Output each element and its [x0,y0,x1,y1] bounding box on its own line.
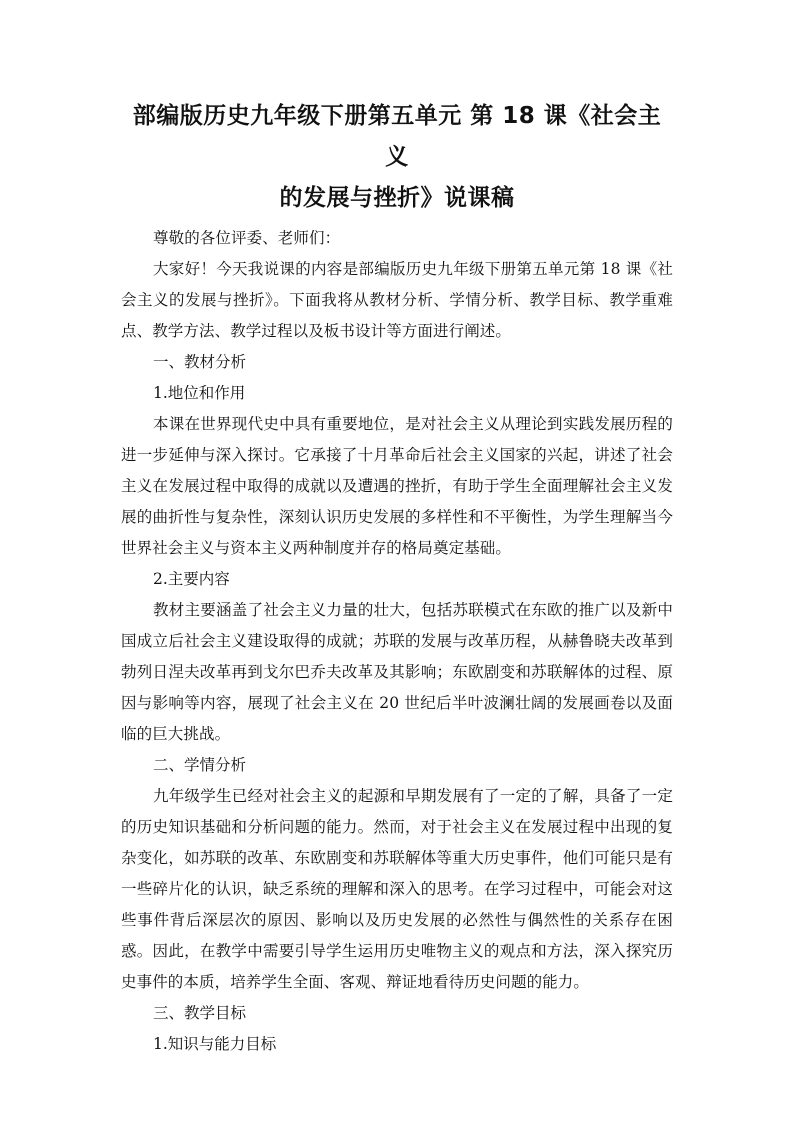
section-heading-textbook-analysis: 一、教材分析 [153,353,247,371]
subheading-knowledge-ability-goals: 1.知识与能力目标 [153,1035,277,1053]
section-heading-teaching-goals: 三、教学目标 [153,1004,247,1022]
greeting-paragraph: 尊敬的各位评委、老师们： [153,229,341,247]
subheading-position-role: 1.地位和作用 [153,384,246,402]
subheading-main-content: 2.主要内容 [153,570,230,588]
position-role-paragraph: 本课在世界现代史中具有重要地位，是对社会主义从理论到实践发展历程的进一步延伸与深入探讨。它承接了十月革命后社会主义国家的兴起，讲述了社会主义在发展过程中取得的成就以及遭遇的挫折，有助于学生全面理解社会主义发展的曲折性与复杂性，深刻认识历史发展的多样性和不平衡性，为学生理解当今世界社会主义与资本主义两种制度并存的格局奠定基础。 [121,415,673,557]
title-line-1: 部编版历史九年级下册第五单元 第 18 课《社会主义 [132,103,662,170]
intro-paragraph: 大家好！今天我说课的内容是部编版历史九年级下册第五单元第 18 课《社会主义的发展与挫折》。下面我将从教材分析、学情分析、教学目标、教学重难点、教学方法、教学过程以及板书设计等方面进行阐述。 [121,260,673,340]
section-heading-learning-analysis: 二、学情分析 [153,756,247,774]
main-content-paragraph: 教材主要涵盖了社会主义力量的壮大，包括苏联模式在东欧的推广以及新中国成立后社会主义建设取得的成就；苏联的发展与改革历程，从赫鲁晓夫改革到勃列日涅夫改革再到戈尔巴乔夫改革及其影响；东欧剧变和苏联解体的过程、原因与影响等内容，展现了社会主义在 20 世纪后半叶波澜壮阔的发展画卷以及面临的巨大挑战。 [121,601,673,743]
learning-analysis-paragraph: 九年级学生已经对社会主义的起源和早期发展有了一定的了解，具备了一定的历史知识基础和分析问题的能力。然而，对于社会主义在发展过程中出现的复杂变化，如苏联的改革、东欧剧变和苏联解体等重大历史事件，他们可能只是有一些碎片化的认识，缺乏系统的理解和深入的思考。在学习过程中，可能会对这些事件背后深层次的原因、影响以及历史发展的必然性与偶然性的关系存在困惑。因此，在教学中需要引导学生运用历史唯物主义的观点和方法，深入探究历史事件的本质，培养学生全面、客观、辩证地看待历史问题的能力。 [121,787,673,991]
title-line-2: 的发展与挫折》说课稿 [279,185,515,211]
document-title [121,96,673,219]
document-body [121,223,673,1060]
